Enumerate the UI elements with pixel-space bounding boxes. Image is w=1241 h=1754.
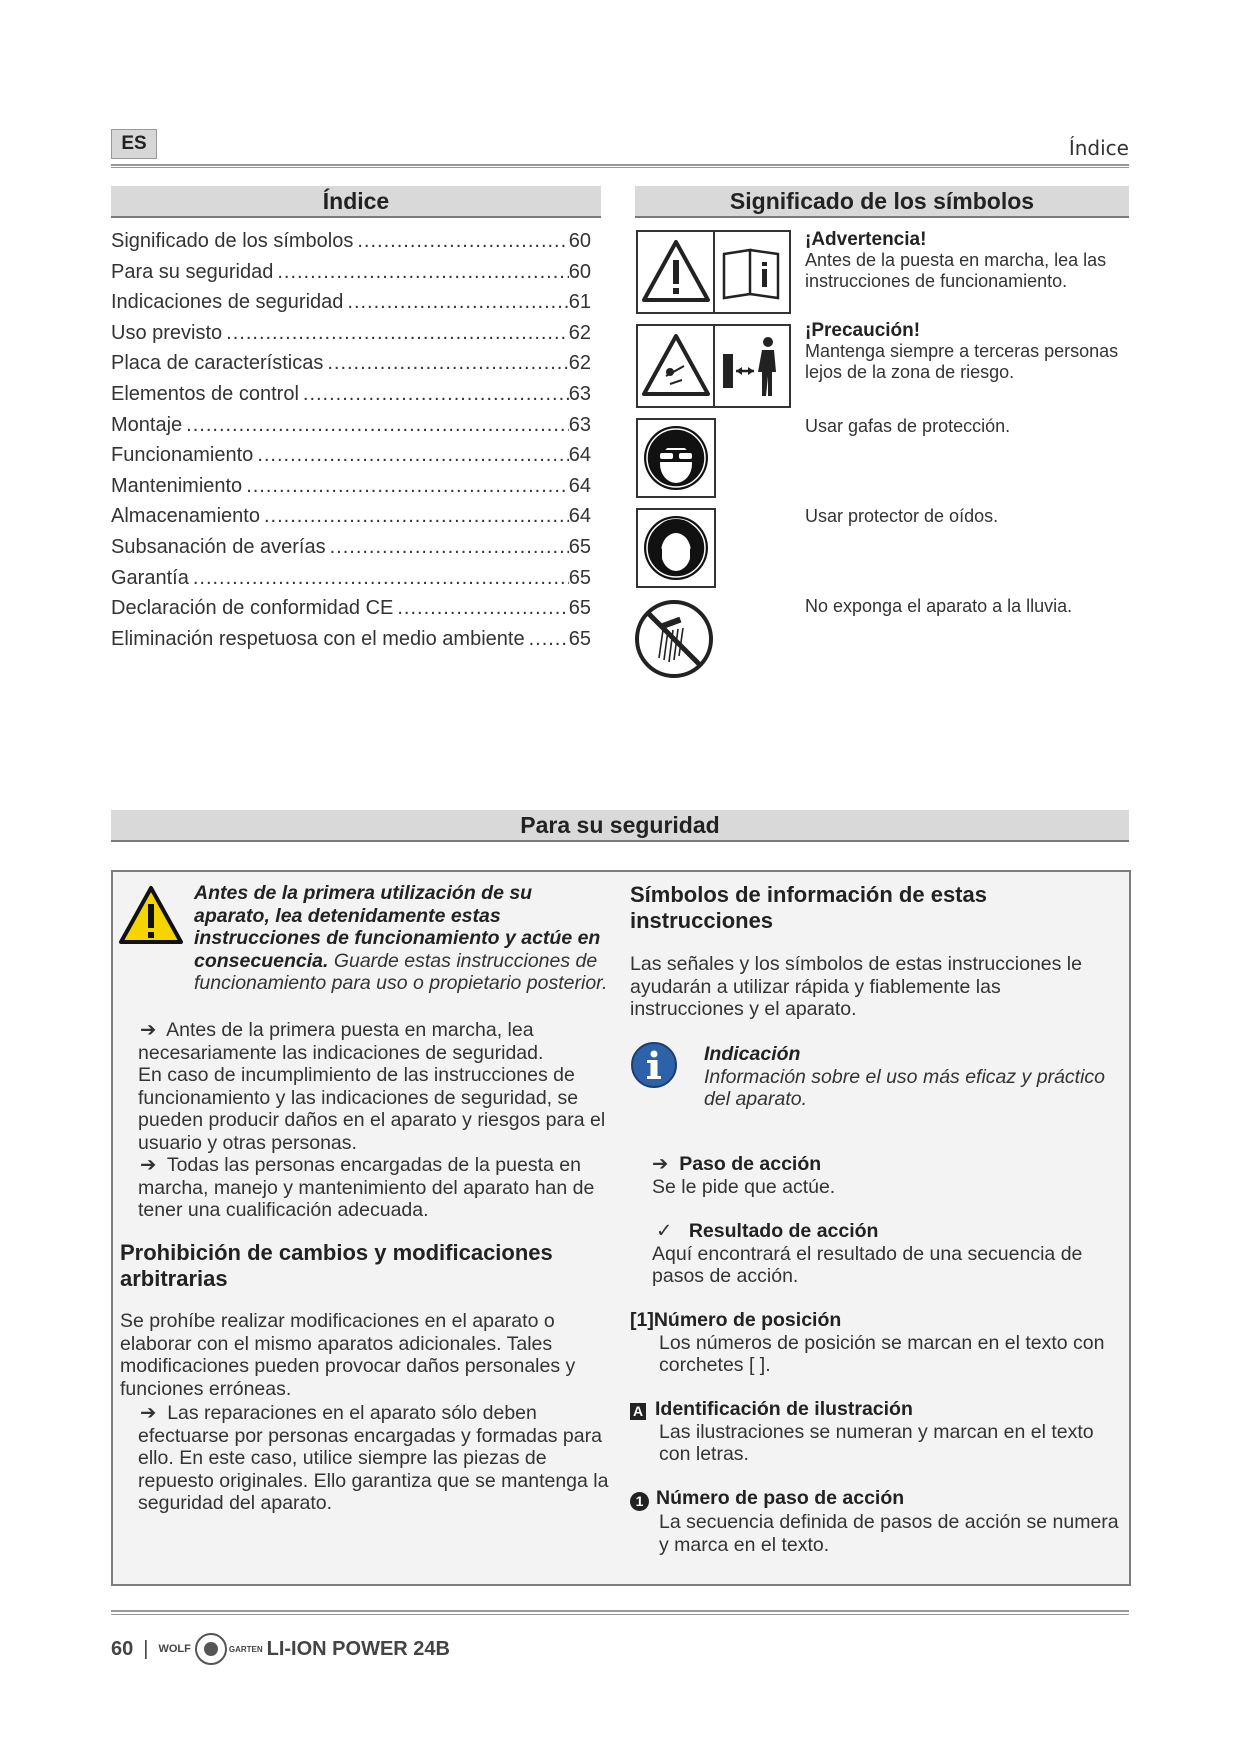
toc-entry[interactable] — [111, 440, 591, 471]
toc-entry-label: Elementos de control — [111, 382, 299, 405]
prohibition-heading: Prohibición de cambios y modificaciones arbitrarias — [120, 1240, 553, 1291]
position-number-block — [630, 1309, 1120, 1377]
toc-leader-dots — [326, 532, 569, 563]
toc-entry-page: 65 — [568, 535, 591, 558]
checkmark-icon: ✓ — [656, 1220, 673, 1242]
indication-title: Indicación — [704, 1043, 801, 1065]
brand-wordmark: WOLF — [158, 1643, 191, 1655]
illustration-id-text: Las ilustraciones se numeran y marcan en el texto con letras. — [659, 1420, 1094, 1466]
toc-entry[interactable] — [111, 348, 591, 379]
toc-entry[interactable] — [111, 563, 591, 594]
footer: 60 | WOLF GARTEN LI-ION POWER 24B — [111, 1633, 450, 1665]
caution-description: Mantenga siempre a terceras personas lejos de la zona de riesgo. — [805, 341, 1119, 382]
toc-entry[interactable] — [111, 410, 591, 441]
ear-protection-icon — [636, 508, 716, 588]
toc-entry-page: 60 — [568, 230, 591, 252]
toc-entry-label: Indicaciones de seguridad — [111, 291, 344, 314]
warning-triangle-icon — [118, 884, 184, 946]
action-step-title: Paso de acción — [679, 1153, 822, 1175]
product-name: LI-ION POWER 24B — [266, 1637, 450, 1660]
toc-entry-page: 64 — [568, 474, 591, 497]
toc-leader-dots — [273, 257, 568, 288]
toc-entry[interactable] — [111, 226, 591, 257]
toc-entry-page: 64 — [568, 505, 591, 528]
language-tag: ES — [111, 129, 157, 159]
brand-logo-icon — [195, 1633, 227, 1665]
toc-entry-label: Uso previsto — [111, 321, 223, 344]
prohibition-text: Se prohíbe realizar modificaciones en el aparato o elaborar con el mismo aparatos adicionales. Tales modificaciones pueden provocar daños personales y funciones erróneas. — [120, 1310, 576, 1400]
toc-entry-label: Mantenimiento — [111, 474, 243, 497]
safety-goggles-icon — [636, 418, 716, 498]
symbols-title: Significado de los símbolos — [635, 186, 1129, 218]
illustration-marker-icon: A — [630, 1403, 646, 1420]
safety-title: Para su seguridad — [111, 810, 1129, 842]
safety-bullet-1: ➔ Antes de la primera puesta en marcha, lea necesariamente las indicaciones de seguridad. En caso de incumplimiento de las instrucciones de funcionamiento y las indicaciones de seguridad, se pueden producir daños en el aparato y riesgos para el usuario y otras personas. — [138, 1019, 606, 1154]
toc-entry-page: 60 — [568, 260, 591, 283]
position-marker: [1] — [630, 1309, 654, 1331]
toc-entry-label: Garantía — [111, 566, 189, 589]
toc-leader-dots — [299, 379, 569, 410]
prohibition-bullet: ➔ Las reparaciones en el aparato sólo deben efectuarse por personas encargadas y formadas para ello. En este caso, utilice siempre las piezas de repuesto originales. Ello garantiza que se mantenga la seguridad del aparato. — [138, 1402, 609, 1515]
toc-leader-dots — [182, 410, 569, 441]
safety-intro-rest: Guarde estas instrucciones de funcionamiento para uso o propietario posterior. — [194, 949, 608, 995]
toc-leader-dots — [525, 624, 569, 655]
toc-entry-label: Placa de características — [111, 352, 324, 375]
goggles-symbol-text: Usar gafas de protección. — [805, 416, 1011, 436]
toc-entry[interactable] — [111, 287, 591, 318]
illustration-id-block — [630, 1398, 1120, 1466]
toc-entry[interactable] — [111, 624, 591, 655]
warning-symbol-text — [805, 229, 1135, 292]
toc-entry-page: 62 — [568, 321, 591, 344]
header-rule — [111, 167, 1129, 168]
toc-entry-label: Eliminación respetuosa con el medio ambiente — [111, 627, 525, 650]
prohibition-bullet-text: Las reparaciones en el aparato sólo deben efectuarse por personas encargadas y formadas para ello. En este caso, utilice siempre las piezas de repuesto originales. Ello garantiza que se mantenga la seguridad del aparato. — [138, 1402, 609, 1515]
toc-entry[interactable] — [111, 471, 591, 502]
illustration-id-title: Identificación de ilustración — [655, 1398, 913, 1420]
action-step-text: Se le pide que actúe. — [652, 1175, 836, 1198]
header-rule — [111, 164, 1129, 166]
bullet2-text: Todas las personas encargadas de la puesta en marcha, manejo y mantenimiento del aparato han de tener una cualificación adecuada. — [138, 1154, 595, 1222]
no-rain-icon — [633, 598, 715, 680]
toc-leader-dots — [260, 501, 569, 532]
step-number-marker-icon: 1 — [630, 1492, 649, 1511]
safety-intro-bold: Antes de la primera utilización de su aparato, lea detenidamente estas instrucciones de funcionamiento y actúe en consecuencia. — [194, 882, 601, 972]
safety-bullet-2: ➔ Todas las personas encargadas de la puesta en marcha, manejo y mantenimiento del aparato han de tener una cualificación adecuada. — [138, 1154, 595, 1222]
toc-entry-label: Almacenamiento — [111, 505, 260, 528]
toc-leader-dots — [323, 348, 568, 379]
action-arrow-icon: ➔ — [652, 1153, 669, 1175]
bullet1-text-a: Antes de la primera puesta en marcha, lea necesariamente las indicaciones de seguridad. — [138, 1019, 544, 1064]
action-result-title: Resultado de acción — [688, 1220, 879, 1242]
bullet1-text-b: En caso de incumplimiento de las instrucciones de funcionamiento y las indicaciones de seguridad, se pueden producir daños en el aparato y riesgos para el usuario y otras personas. — [138, 1064, 606, 1154]
footer-rule — [111, 1614, 1129, 1615]
read-manual-icon — [636, 230, 791, 314]
toc-entry-page: 61 — [568, 291, 591, 314]
toc-entry-page: 63 — [568, 382, 591, 405]
toc-entry-page: 64 — [568, 444, 591, 467]
indication-block — [704, 1043, 1114, 1111]
toc-leader-dots — [222, 318, 569, 349]
toc-entry-label: Para su seguridad — [111, 260, 274, 283]
toc-entry-page: 65 — [568, 627, 591, 650]
position-title: Número de posición — [653, 1309, 842, 1331]
safety-intro — [194, 882, 612, 995]
toc-entry-page: 63 — [568, 413, 591, 436]
table-of-contents — [111, 226, 591, 654]
step-number-block — [630, 1487, 1120, 1556]
info-symbols-text: Las señales y los símbolos de estas instrucciones le ayudarán a utilizar rápida y fiablemente las instrucciones y el aparato. — [630, 953, 1082, 1021]
toc-entry[interactable] — [111, 532, 591, 563]
caution-title: ¡Precaución! — [805, 320, 921, 341]
toc-leader-dots — [189, 563, 569, 594]
step-number-title: Número de paso de acción — [656, 1487, 905, 1509]
action-result-text: Aquí encontrará el resultado de una secuencia de pasos de acción. — [652, 1242, 1083, 1288]
running-header: Índice — [1068, 136, 1129, 160]
toc-entry-label: Subsanación de averías — [111, 535, 326, 558]
toc-entry-label: Significado de los símbolos — [111, 230, 354, 252]
caution-symbol-text — [805, 320, 1135, 383]
step-number-text: La secuencia definida de pasos de acción se numera y marca en el texto. — [659, 1511, 1119, 1556]
rain-symbol-text: No exponga el aparato a la lluvia. — [805, 596, 1073, 616]
action-step-block — [652, 1153, 1112, 1198]
ear-symbol-text: Usar protector de oídos. — [805, 506, 999, 526]
warning-title: ¡Advertencia! — [805, 229, 927, 250]
toc-leader-dots — [353, 226, 568, 257]
info-symbols-heading: Símbolos de información de estas instrucciones — [630, 882, 987, 933]
toc-entry[interactable] — [111, 593, 591, 624]
page-number: 60 — [111, 1637, 134, 1660]
position-text: Los números de posición se marcan en el texto con corchetes [ ]. — [659, 1331, 1105, 1377]
action-result-block — [652, 1220, 1112, 1288]
indication-text: Información sobre el uso más eficaz y práctico del aparato. — [704, 1065, 1106, 1111]
toc-entry[interactable] — [111, 257, 591, 288]
toc-leader-dots — [343, 287, 568, 318]
brand-sub: GARTEN — [228, 1644, 263, 1654]
toc-entry-page: 65 — [568, 597, 591, 620]
info-icon — [630, 1041, 678, 1089]
toc-title: Índice — [111, 186, 601, 218]
toc-entry-page: 62 — [568, 352, 591, 375]
toc-entry-label: Funcionamiento — [111, 444, 254, 467]
footer-rule — [111, 1610, 1129, 1612]
toc-leader-dots — [253, 440, 568, 471]
toc-leader-dots — [393, 593, 568, 624]
toc-entry-page: 65 — [568, 566, 591, 589]
toc-entry[interactable] — [111, 318, 591, 349]
keep-distance-icon — [636, 324, 791, 408]
toc-entry-label: Declaración de conformidad CE — [111, 597, 394, 620]
toc-entry[interactable] — [111, 501, 591, 532]
warning-description: Antes de la puesta en marcha, lea las instrucciones de funcionamiento. — [805, 250, 1107, 291]
toc-leader-dots — [242, 471, 569, 502]
toc-entry[interactable] — [111, 379, 591, 410]
toc-entry-label: Montaje — [111, 413, 183, 436]
